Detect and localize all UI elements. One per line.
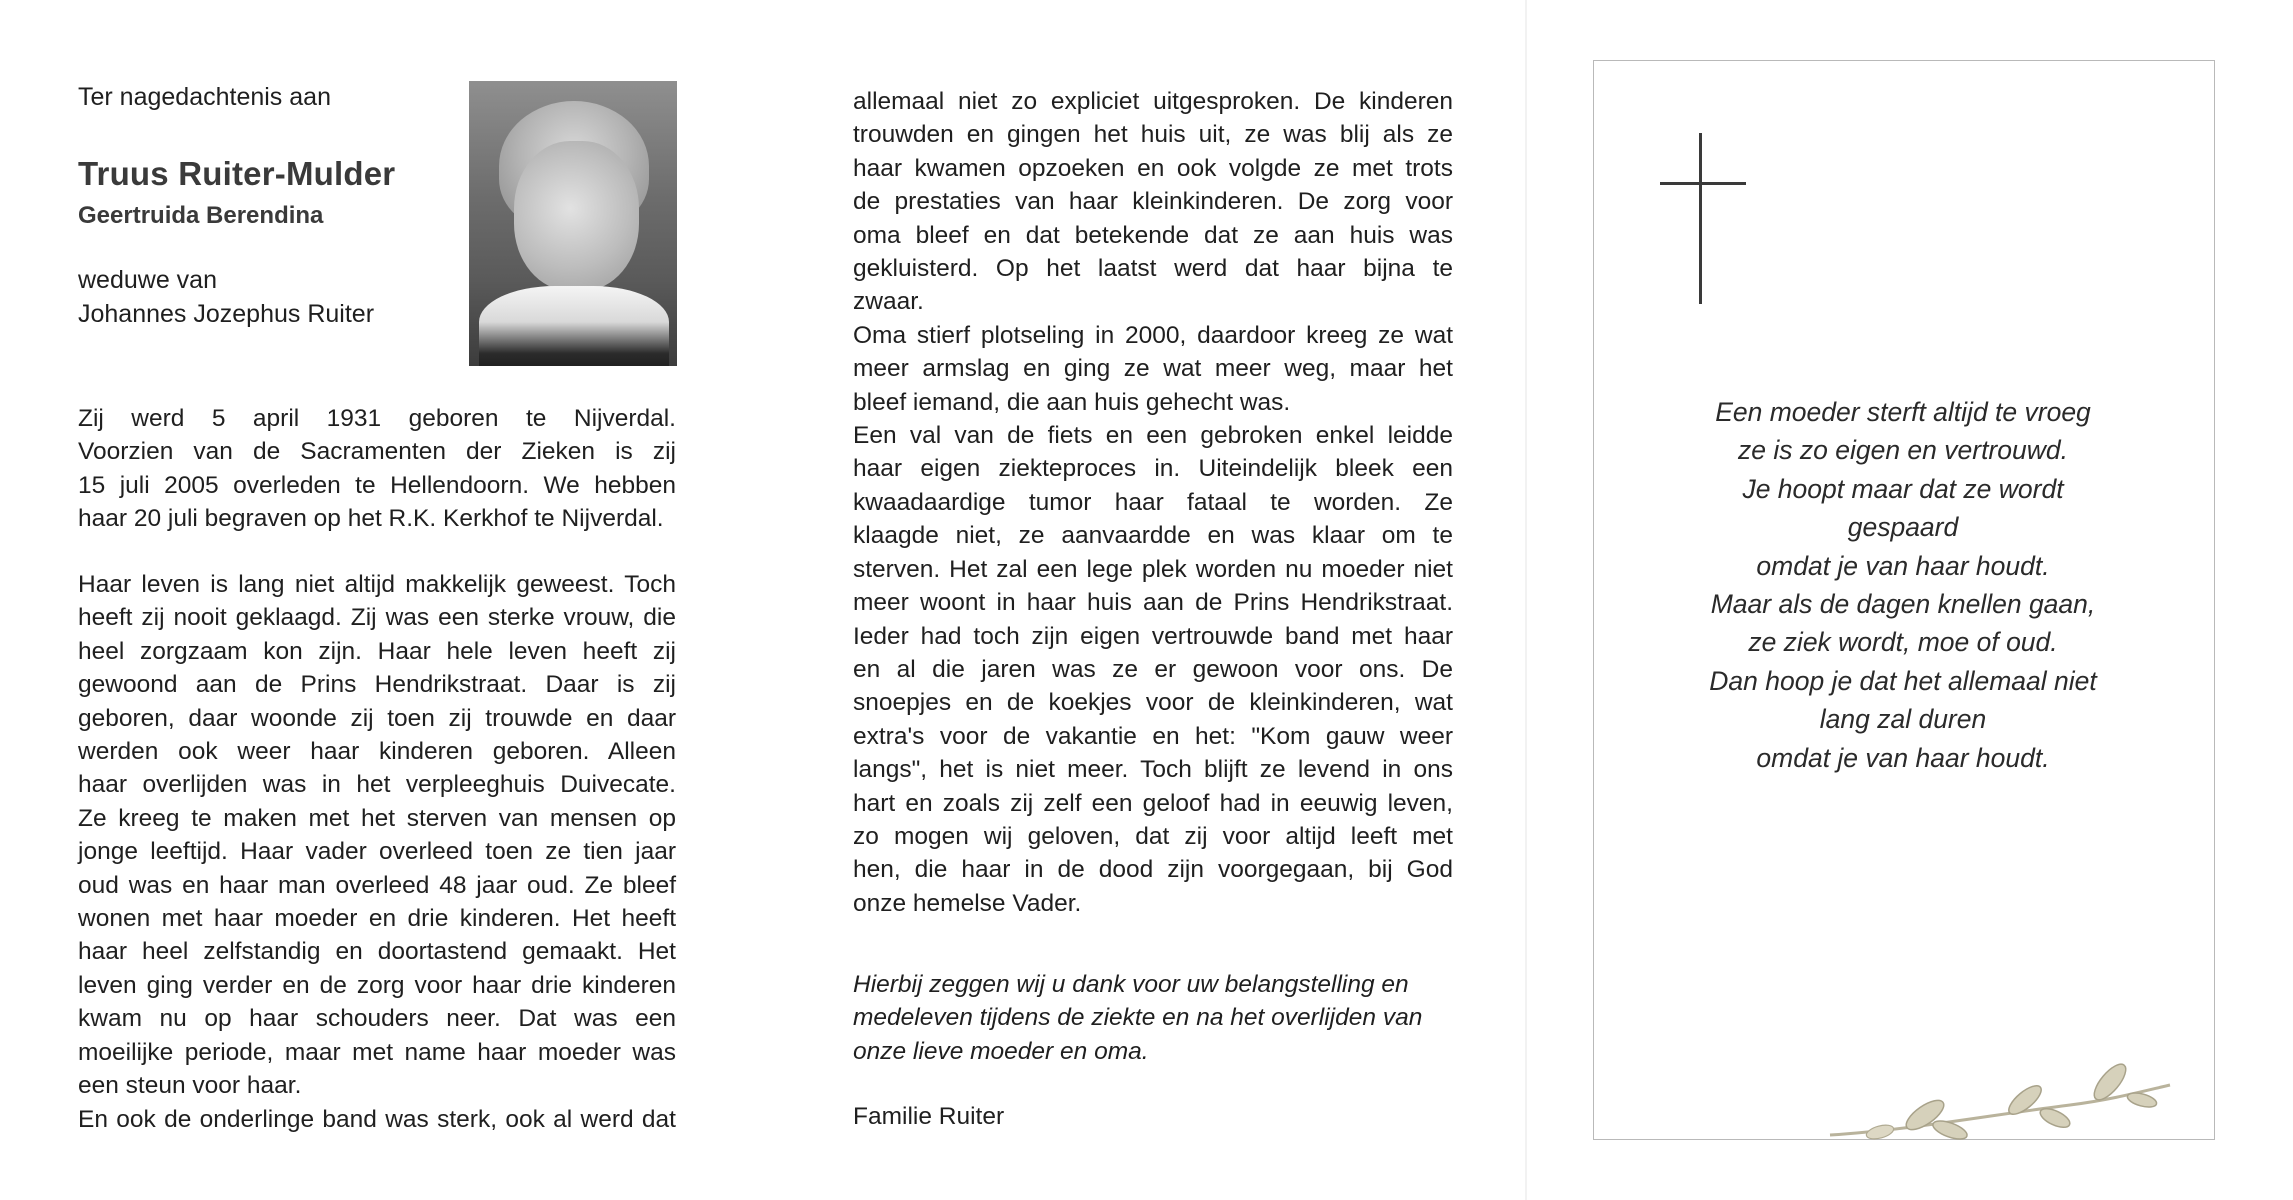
- poem-line: omdat je van haar houdt.: [1756, 742, 2050, 773]
- text-line: Haar leven is lang niet altijd makkelijk geweest. Toch: [78, 571, 676, 598]
- cross-icon: [1699, 133, 1702, 304]
- text-line: haar overlijden was in het verpleeghuis Duivecate.: [78, 771, 676, 799]
- given-names: Geertruida Berendina: [78, 202, 324, 229]
- text-line: Ieder had toch zijn eigen vertrouwde band met haar: [853, 622, 1453, 650]
- text-line: bleef iemand, die aan huis gehecht was.: [853, 388, 1291, 416]
- text-line: kwaadaardige tumor haar fataal te worden. Ze: [853, 488, 1453, 516]
- portrait-photo: [469, 81, 677, 366]
- family-signature: Familie Ruiter: [853, 1103, 1005, 1130]
- text-line: heel zorgzaam kon zijn. Haar hele leven heeft zij: [78, 637, 676, 665]
- text-line: gekluisterd. Op het laatst werd dat haar bijna te: [853, 255, 1453, 283]
- text-line: Een val van de fiets en een gebroken enkel leidde: [853, 422, 1453, 450]
- text-line: Voorzien van de Sacramenten der Zieken is zij: [78, 438, 676, 466]
- text-line: Hierbij zeggen wij u dank voor uw belangstelling en: [853, 971, 1409, 998]
- text-line: Ze kreeg te maken met het sterven van mensen op: [78, 804, 676, 832]
- text-line: Zij werd 5 april 1931 geboren te Nijverdal.: [78, 405, 676, 432]
- poem-line: Je hoopt maar dat ze wordt: [1742, 473, 2064, 504]
- text-line: leven ging verder en de zorg voor haar drie kinderen: [78, 971, 676, 999]
- text-line: oma bleef en dat betekende dat ze aan huis was: [853, 221, 1453, 249]
- text-line: moeilijke periode, maar met name haar moeder was: [78, 1038, 676, 1066]
- text-line: zwaar.: [853, 288, 924, 316]
- text-line: oud was en haar man overleed 48 jaar oud. Ze bleef: [78, 871, 676, 899]
- text-line: jonge leeftijd. Haar vader overleed toen ze tien jaar: [78, 838, 676, 866]
- text-line: trouwden en gingen het huis uit, ze was blij als ze: [853, 121, 1453, 149]
- text-line: medeleven tijdens de ziekte en na het overlijden van: [853, 1004, 1423, 1032]
- intro-text: Ter nagedachtenis aan: [78, 83, 331, 111]
- text-line: gewoond aan de Prins Hendrikstraat. Daar is zij: [78, 671, 676, 699]
- flower-branch-icon: [1820, 1060, 2180, 1150]
- text-line: snoepjes en de koekjes voor de kleinkinderen, wat: [853, 689, 1453, 717]
- text-line: wonen met haar moeder en drie kinderen. Het heeft: [78, 905, 676, 933]
- text-line: heeft zij nooit geklaagd. Zij was een sterke vrouw, die: [78, 604, 676, 632]
- text-line: en al die jaren was ze er gewoon voor ons. De: [853, 655, 1453, 683]
- text-line: En ook de onderlinge band was sterk, ook al werd dat: [78, 1105, 676, 1133]
- text-line: Oma stierf plotseling in 2000, daardoor kreeg ze wat: [853, 321, 1453, 349]
- memorial-poem: [1593, 393, 2213, 777]
- text-line: onze hemelse Vader.: [853, 889, 1082, 917]
- text-line: kwam nu op haar schouders neer. Dat was een: [78, 1005, 676, 1033]
- poem-line: Dan hoop je dat het allemaal niet: [1709, 665, 2097, 696]
- text-line: haar kwamen opzoeken en ook volgde ze met trots: [853, 154, 1453, 182]
- text-line: onze lieve moeder en oma.: [853, 1037, 1149, 1065]
- text-line: haar eigen ziekteproces in. Uiteindelijk bleek een: [853, 455, 1453, 483]
- text-line: meer woont in haar huis aan de Prins Hendrikstraat.: [853, 589, 1453, 617]
- cross-icon-bar: [1660, 182, 1746, 185]
- text-line: langs", het is niet meer. Toch blijft ze levend in ons: [853, 756, 1453, 784]
- poem-line: ze ziek wordt, moe of oud.: [1748, 627, 2058, 658]
- text-line: meer armslag en ging ze wat meer weg, maar het: [853, 355, 1453, 383]
- life-story-paragraph: [78, 568, 676, 1136]
- text-line: klaagde niet, ze aanvaardde en was klaar om te: [853, 522, 1453, 550]
- text-line: hen, die haar in de dood zijn voorgegaan, bij God: [853, 856, 1453, 884]
- text-line: extra's voor de vakantie en het: "Kom gauw weer: [853, 722, 1453, 750]
- poem-line: gespaard: [1847, 512, 1959, 543]
- poem-line: omdat je van haar houdt.: [1756, 550, 2050, 581]
- poem-line: ze is zo eigen en vertrouwd.: [1738, 435, 2068, 466]
- deceased-name: Truus Ruiter-Mulder: [78, 155, 396, 192]
- text-line: hart en zoals zij zelf een geloof had in eeuwig leven,: [853, 789, 1453, 817]
- text-line: een steun voor haar.: [78, 1072, 302, 1100]
- birth-death-paragraph: [78, 402, 676, 536]
- text-line: werden ook weer haar kinderen geboren. Alleen: [78, 738, 676, 766]
- text-line: haar heel zelfstandig en doortastend gemaakt. Het: [78, 938, 676, 966]
- text-line: sterven. Het zal een lege plek worden nu moeder niet: [853, 555, 1453, 583]
- poem-line: Een moeder sterft altijd te vroeg: [1715, 397, 2091, 427]
- thanks-paragraph: [853, 968, 1453, 1068]
- widow-label: weduwe van: [78, 266, 217, 294]
- husband-name: Johannes Jozephus Ruiter: [78, 300, 375, 328]
- life-story-continued: [853, 85, 1453, 920]
- poem-line: lang zal duren: [1819, 704, 1987, 735]
- text-line: 15 juli 2005 overleden te Hellendoorn. We hebben: [78, 471, 676, 499]
- poem-line: Maar als de dagen knellen gaan,: [1710, 589, 2096, 620]
- text-line: zo mogen wij geloven, dat zij voor altijd leeft met: [853, 822, 1453, 850]
- text-line: haar 20 juli begraven op het R.K. Kerkhof te Nijverdal.: [78, 505, 664, 533]
- page-fold-line: [1525, 0, 1527, 1200]
- text-line: de prestaties van haar kleinkinderen. De zorg voor: [853, 188, 1453, 216]
- text-line: allemaal niet zo expliciet uitgesproken. De kinderen: [853, 88, 1453, 115]
- text-line: geboren, daar woonde zij toen zij trouwde en daar: [78, 704, 676, 732]
